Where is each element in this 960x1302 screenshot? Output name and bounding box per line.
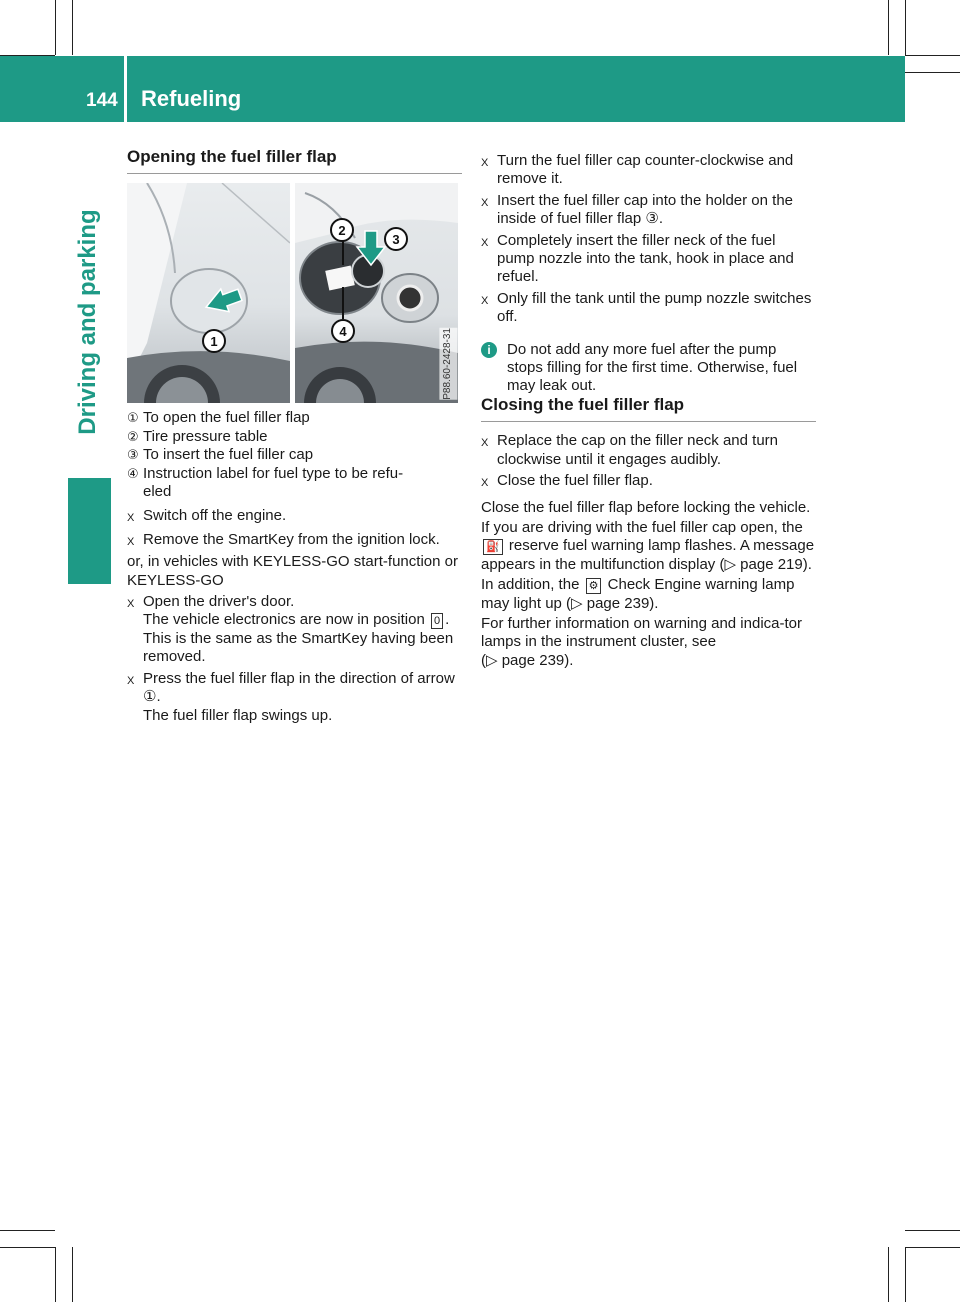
- step-press-note: The fuel filler flap swings up.: [143, 706, 333, 724]
- page-number: 144: [86, 90, 118, 111]
- legend-item: [127, 428, 462, 446]
- legend-item: [127, 465, 462, 502]
- reserve-warning-text-b: reserve fuel warning lamp flashes. A message appears in the multifunction display: [481, 537, 815, 573]
- step-item: [127, 593, 462, 667]
- crop-mark: [888, 1247, 889, 1302]
- step-door-note-b: . This is the same as the SmartKey having been removed.: [143, 611, 454, 666]
- step-item: [481, 290, 816, 327]
- crop-mark: [55, 1247, 56, 1302]
- step-text: Close the fuel filler flap.: [497, 472, 653, 490]
- step-arrow-icon: X: [481, 477, 489, 490]
- further-info-text: For further information on warning and indica-tor lamps in the instrument cluster, see: [481, 614, 802, 651]
- paragraph-close-before-locking: Close the fuel filler flap before locking the vehicle.: [481, 498, 811, 516]
- step-text: [497, 192, 816, 229]
- step-door-note: [143, 611, 462, 666]
- step-item: [127, 531, 462, 551]
- header-band: [0, 56, 905, 122]
- page-reference[interactable]: (▷ page 239).: [481, 651, 574, 669]
- step-press-text-b: .: [156, 688, 161, 706]
- fuel-flap-figure: [127, 183, 458, 403]
- crop-mark: [905, 72, 960, 73]
- crop-mark: [888, 0, 889, 55]
- step-text: Turn the fuel filler cap counter-clockwise and remove it.: [497, 152, 794, 188]
- legend-number: ①: [127, 410, 139, 426]
- check-engine-text-a: In addition, the: [481, 576, 580, 594]
- crop-mark: [905, 1247, 960, 1248]
- check-engine-text-b: Check Engine warning lamp may light up: [481, 576, 795, 612]
- step-arrow-icon: X: [481, 437, 489, 450]
- right-column: [481, 152, 816, 670]
- step-item: [481, 432, 816, 469]
- crop-mark: [72, 1247, 73, 1302]
- legend-text: Tire pressure table: [143, 427, 268, 445]
- step-arrow-icon: X: [127, 598, 135, 611]
- info-icon: i: [481, 342, 497, 358]
- left-column: [127, 148, 462, 725]
- step-item: [481, 472, 816, 492]
- step-text: Switch off the engine.: [143, 507, 287, 525]
- step-text: Only fill the tank until the pump nozzle switches off.: [497, 289, 812, 326]
- step-text: [143, 593, 462, 667]
- legend-item: [127, 446, 462, 464]
- figure-code: P88.60-2428-31: [439, 328, 457, 400]
- step-text: Replace the cap on the filler neck and turn clockwise until it engages audibly.: [497, 432, 779, 468]
- step-insert-text-b: .: [658, 210, 664, 228]
- fuel-flap-open-photo: [295, 183, 458, 403]
- step-door-note-a: The vehicle electronics are now in position: [143, 611, 425, 629]
- paragraph-keyless-go: or, in vehicles with KEYLESS-GO start-function or KEYLESS-GO: [127, 553, 458, 589]
- step-text: [143, 670, 462, 725]
- legend-text: To insert the fuel filler cap: [143, 446, 314, 464]
- step-item: [481, 152, 816, 189]
- crop-mark: [905, 1247, 906, 1302]
- fuel-pump-icon: ⛽: [483, 539, 503, 555]
- page-reference[interactable]: (▷ page 239).: [566, 594, 659, 612]
- crop-mark: [55, 0, 56, 55]
- step-insert-callout: ③: [645, 210, 659, 228]
- step-item: [127, 670, 462, 725]
- step-insert-text-a: Insert the fuel filler cap into the holder on the inside of fuel filler flap: [497, 191, 794, 228]
- step-item: [481, 232, 816, 287]
- step-arrow-icon: X: [127, 535, 135, 548]
- crop-mark: [905, 0, 906, 55]
- paragraph-reserve-warning: [481, 519, 816, 574]
- step-arrow-icon: X: [127, 512, 135, 525]
- step-press-text-a: Press the fuel filler flap in the direction of arrow: [143, 669, 455, 687]
- legend-item: [127, 409, 462, 427]
- figure-legend: [127, 409, 462, 501]
- callout-2: 2: [338, 223, 346, 239]
- chapter-tab-label: Driving and parking: [74, 209, 101, 435]
- info-note: [481, 341, 816, 396]
- closing-heading: Closing the fuel filler flap: [481, 396, 816, 422]
- step-item: [481, 192, 816, 229]
- callout-4: 4: [339, 324, 347, 340]
- callout-3: 3: [392, 232, 400, 248]
- step-arrow-icon: X: [481, 157, 489, 169]
- engine-icon: ⚙: [586, 578, 602, 594]
- paragraph-check-engine: [481, 576, 816, 613]
- step-text: Completely insert the filler neck of the fuel pump nozzle into the tank, hook in place and refuel.: [497, 231, 794, 286]
- reserve-warning-text-a: If you are driving with the fuel filler cap open, the: [481, 518, 803, 536]
- crop-mark: [905, 1230, 960, 1231]
- step-door-text: Open the driver's door.: [143, 593, 295, 611]
- ignition-position-glyph: 0: [431, 613, 443, 629]
- step-item: [127, 507, 462, 527]
- step-press-callout: ①: [143, 688, 157, 706]
- fuel-flap-closed-photo: [127, 183, 290, 403]
- crop-mark: [905, 55, 960, 56]
- legend-number: ③: [127, 447, 139, 463]
- page-reference[interactable]: (▷ page 219).: [719, 555, 812, 573]
- chapter-tab-block: [68, 478, 111, 584]
- step-arrow-icon: X: [481, 236, 489, 249]
- legend-text: To open the fuel filler flap: [143, 409, 310, 427]
- info-note-text: Do not add any more fuel after the pump stops filling for the first time. Otherwise, fuel may leak out.: [507, 340, 798, 395]
- legend-number: ④: [127, 465, 139, 481]
- step-arrow-icon: X: [127, 674, 135, 687]
- callout-1: 1: [210, 334, 218, 350]
- step-arrow-icon: X: [481, 196, 489, 209]
- crop-mark: [0, 1230, 55, 1231]
- opening-heading: Opening the fuel filler flap: [127, 148, 462, 174]
- step-arrow-icon: X: [481, 294, 489, 307]
- crop-mark: [72, 0, 73, 55]
- legend-number: ②: [127, 428, 139, 444]
- paragraph-further-info: [481, 615, 816, 670]
- legend-text: Instruction label for fuel type to be refu- eled: [143, 464, 404, 501]
- header-divider: [124, 56, 127, 122]
- section-title: Refueling: [141, 86, 242, 111]
- crop-mark: [0, 1247, 55, 1248]
- step-text: Remove the SmartKey from the ignition lock.: [143, 530, 440, 548]
